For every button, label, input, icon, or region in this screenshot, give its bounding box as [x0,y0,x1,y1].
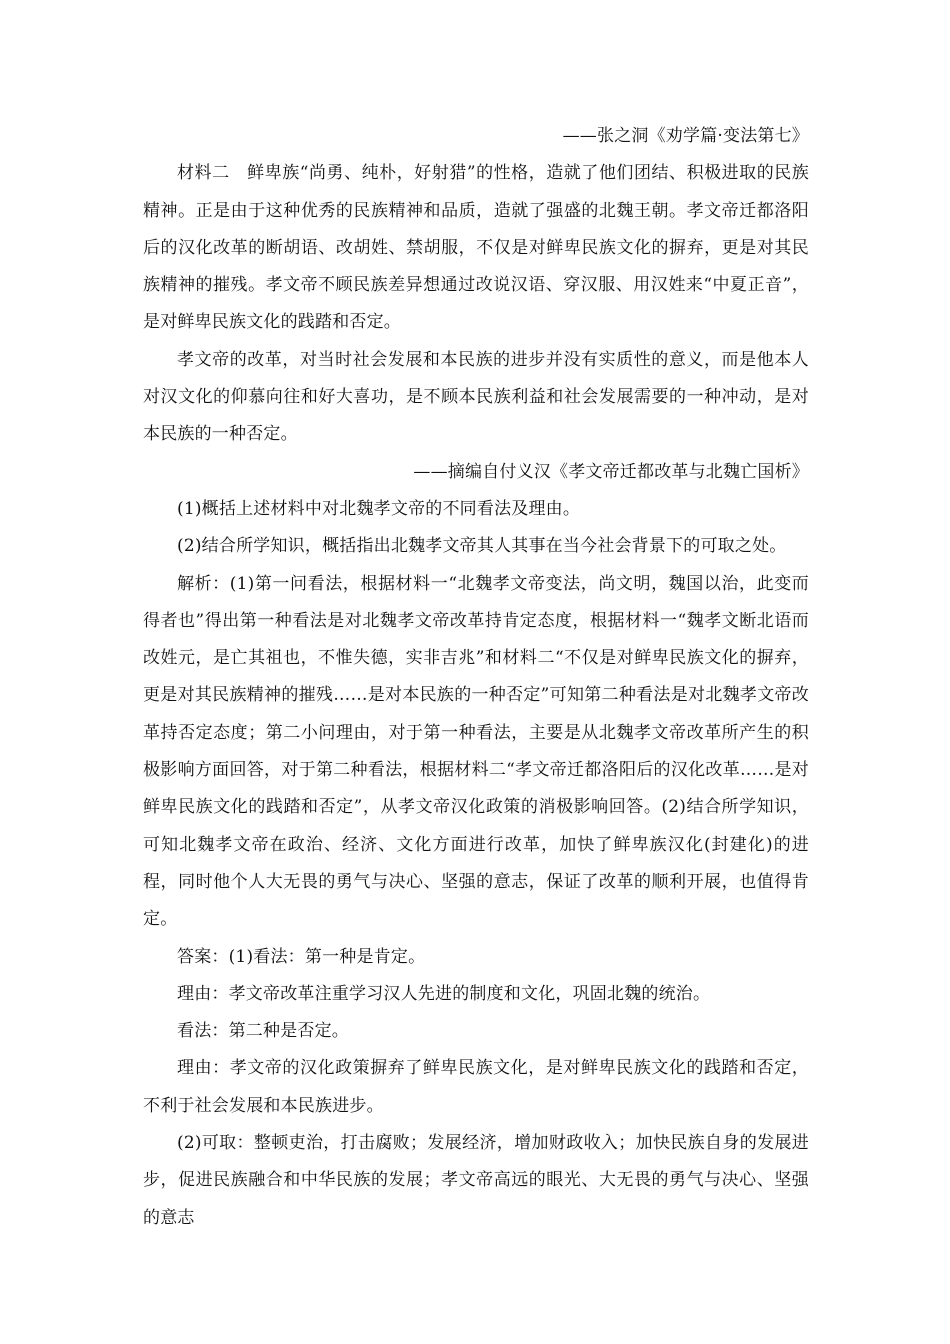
answer-2-view: 看法：第二种是否定。 [177,1021,349,1042]
source-citation-2: ——摘编自付义汉《孝文帝迁都改革与北魏亡国析》 [413,461,809,482]
document-body [143,118,809,1237]
material-2-paragraph: 材料二 鲜卑族“尚勇、纯朴，好射猎”的性格，造就了他们团结、积极进取的民族精神。正是由于这种优秀的民族精神和品质，造就了强盛的北魏王朝。孝文帝迁都洛阳后的汉化改革的断胡语、改胡姓、禁胡服，不仅是对鲜卑民族文化的摒弃，更是对其民族精神的摧残。孝文帝不顾民族差异想通过改说汉语、穿汉服、用汉姓来“中夏正音”，是对鲜卑民族文化的践踏和否定。 [143,163,809,333]
question-1: (1)概括上述材料中对北魏孝文帝的不同看法及理由。 [177,498,581,519]
analysis-paragraph: 解析：(1)第一问看法，根据材料一“北魏孝文帝变法，尚文明，魏国以治，此变而得者也”得出第一种看法是对北魏孝文帝改革持肯定态度，根据材料一“魏孝文断北语而改姓元，是亡其祖也，不惟失德，实非吉兆”和材料二“不仅是对鲜卑民族文化的摒弃，更是对其民族精神的摧残……是对本民族的一种否定”可知第二种看法是对北魏孝文帝改革持否定态度；第二小问理由，对于第一种看法，主要是从北魏孝文帝改革所产生的积极影响方面回答，对于第二种看法，根据材料二“孝文帝迁都洛阳后的汉化改革……是对鲜卑民族文化的践踏和否定”，从孝文帝汉化政策的消极影响回答。(2)结合所学知识，可知北魏孝文帝在政治、经济、文化方面进行改革，加快了鲜卑族汉化(封建化)的进程，同时他个人大无畏的勇气与决心、坚强的意志，保证了改革的顺利开展，也值得肯定。 [143,573,809,930]
answer-1-view: 答案：(1)看法：第一种是肯定。 [177,946,426,967]
answer-2-merits: (2)可取：整顿吏治，打击腐败；发展经济，增加财政收入；加快民族自身的发展进步，促进民族融合和中华民族的发展；孝文帝高远的眼光、大无畏的勇气与决心、坚强的意志 [143,1133,809,1228]
answer-2-reason: 理由：孝文帝的汉化政策摒弃了鲜卑民族文化，是对鲜卑民族文化的践踏和否定，不利于社会发展和本民族进步。 [143,1058,809,1116]
material-2-continuation: 孝文帝的改革，对当时社会发展和本民族的进步并没有实质性的意义，而是他本人对汉文化的仰慕向往和好大喜功，是不顾本民族利益和社会发展需要的一种冲动，是对本民族的一种否定。 [143,349,809,445]
answer-1-reason: 理由：孝文帝改革注重学习汉人先进的制度和文化，巩固北魏的统治。 [177,983,711,1004]
question-2: (2)结合所学知识，概括指出北魏孝文帝其人其事在当今社会背景下的可取之处。 [177,536,787,557]
source-citation-1: ——张之洞《劝学篇·变法第七》 [562,126,809,146]
